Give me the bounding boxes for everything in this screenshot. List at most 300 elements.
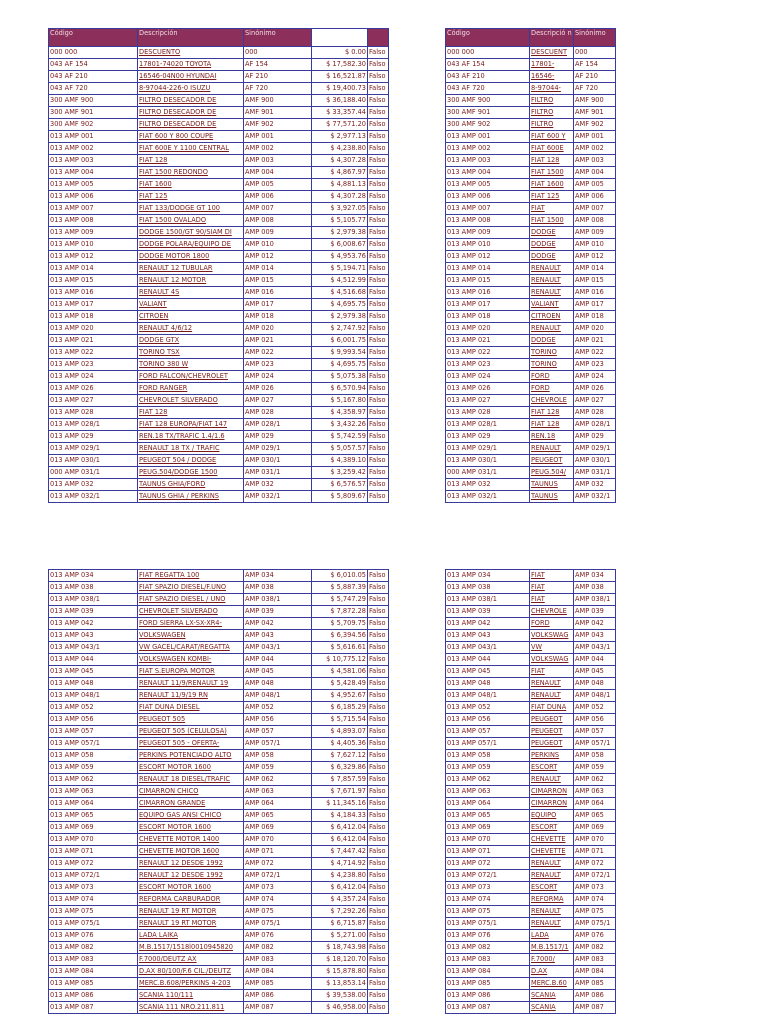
sinonimo-cell[interactable]: AMP 045	[244, 666, 312, 678]
precio-cell[interactable]: $ 6,412.04	[312, 882, 368, 894]
codigo-cell[interactable]: 013 AMP 043	[446, 630, 530, 642]
precio-cell[interactable]: $ 4,695.75	[312, 359, 368, 371]
codigo-cell[interactable]: 013 AMP 072/1	[49, 870, 138, 882]
sinonimo-cell[interactable]: AMP 042	[244, 618, 312, 630]
descripcion-cell[interactable]: RENAULT	[530, 858, 574, 870]
sinonimo-cell[interactable]: AMP 073	[244, 882, 312, 894]
codigo-cell[interactable]: 013 AMP 007	[49, 203, 138, 215]
codigo-cell[interactable]: 013 AMP 003	[49, 155, 138, 167]
descripcion-cell[interactable]: PEUG.504/DODGE 1500	[138, 467, 244, 479]
flag-cell[interactable]: Falso	[368, 906, 389, 918]
descripcion-cell[interactable]: VOLKSWAG	[530, 654, 574, 666]
codigo-cell[interactable]: 013 AMP 018	[49, 311, 138, 323]
descripcion-cell[interactable]: PERKINS POTENCIADO ALTO	[138, 750, 244, 762]
codigo-cell[interactable]: 013 AMP 042	[446, 618, 530, 630]
descripcion-cell[interactable]: VALIANT	[530, 299, 574, 311]
sinonimo-cell[interactable]: AMP 087	[574, 1002, 616, 1014]
codigo-cell[interactable]: 013 AMP 030/1	[49, 455, 138, 467]
codigo-cell[interactable]: 013 AMP 082	[49, 942, 138, 954]
descripcion-cell[interactable]: PEUGEOT	[530, 726, 574, 738]
flag-cell[interactable]: Falso	[368, 594, 389, 606]
sinonimo-cell[interactable]: AMP 056	[574, 714, 616, 726]
flag-cell[interactable]: Falso	[368, 666, 389, 678]
codigo-cell[interactable]: 300 AMF 900	[49, 95, 138, 107]
precio-cell[interactable]: $ 3,927.05	[312, 203, 368, 215]
codigo-cell[interactable]: 013 AMP 059	[446, 762, 530, 774]
precio-cell[interactable]: $ 18,120.70	[312, 954, 368, 966]
codigo-cell[interactable]: 013 AMP 062	[49, 774, 138, 786]
sinonimo-cell[interactable]: AMP 044	[244, 654, 312, 666]
descripcion-cell[interactable]: D.AX	[530, 966, 574, 978]
precio-cell[interactable]: $ 5,809.67	[312, 491, 368, 503]
precio-cell[interactable]: $ 6,412.04	[312, 822, 368, 834]
codigo-cell[interactable]: 013 AMP 075	[49, 906, 138, 918]
codigo-cell[interactable]: 013 AMP 073	[49, 882, 138, 894]
sinonimo-cell[interactable]: AMP 048/1	[574, 690, 616, 702]
codigo-cell[interactable]: 013 AMP 030/1	[446, 455, 530, 467]
codigo-cell[interactable]: 013 AMP 004	[49, 167, 138, 179]
codigo-cell[interactable]: 013 AMP 010	[49, 239, 138, 251]
flag-cell[interactable]: Falso	[368, 654, 389, 666]
codigo-cell[interactable]: 013 AMP 029/1	[49, 443, 138, 455]
precio-cell[interactable]: $ 2,979.38	[312, 311, 368, 323]
sinonimo-cell[interactable]: AMP 018	[574, 311, 616, 323]
precio-cell[interactable]: $ 4,357.24	[312, 894, 368, 906]
descripcion-cell[interactable]: VOLKSWAGEN KOMBI-	[138, 654, 244, 666]
flag-cell[interactable]: Falso	[368, 179, 389, 191]
precio-cell[interactable]: $ 77,571.20	[312, 119, 368, 131]
precio-cell[interactable]: $ 33,357.44	[312, 107, 368, 119]
descripcion-cell[interactable]: FIAT 125	[138, 191, 244, 203]
codigo-cell[interactable]: 013 AMP 058	[49, 750, 138, 762]
sinonimo-cell[interactable]: AMP 043/1	[574, 642, 616, 654]
sinonimo-cell[interactable]: AMP 048	[574, 678, 616, 690]
precio-cell[interactable]: $ 5,057.57	[312, 443, 368, 455]
precio-cell[interactable]: $ 11,345.16	[312, 798, 368, 810]
codigo-cell[interactable]: 013 AMP 045	[446, 666, 530, 678]
flag-cell[interactable]: Falso	[368, 239, 389, 251]
codigo-cell[interactable]: 013 AMP 071	[446, 846, 530, 858]
descripcion-cell[interactable]: FORD	[530, 371, 574, 383]
sinonimo-cell[interactable]: AMP 015	[244, 275, 312, 287]
descripcion-cell[interactable]: FIAT REGATTA 100	[138, 570, 244, 582]
precio-cell[interactable]: $ 5,616.61	[312, 642, 368, 654]
codigo-cell[interactable]: 013 AMP 038/1	[446, 594, 530, 606]
codigo-cell[interactable]: 013 AMP 052	[49, 702, 138, 714]
descripcion-cell[interactable]: TAUNUS	[530, 491, 574, 503]
precio-cell[interactable]: $ 4,184.33	[312, 810, 368, 822]
codigo-cell[interactable]: 013 AMP 015	[446, 275, 530, 287]
descripcion-cell[interactable]: FIAT	[530, 570, 574, 582]
sinonimo-cell[interactable]: AMP 058	[244, 750, 312, 762]
codigo-cell[interactable]: 013 AMP 070	[49, 834, 138, 846]
codigo-cell[interactable]: 013 AMP 014	[49, 263, 138, 275]
descripcion-cell[interactable]: PEUGEOT	[530, 455, 574, 467]
sinonimo-cell[interactable]: AMP 034	[574, 570, 616, 582]
sinonimo-cell[interactable]: AMP 014	[574, 263, 616, 275]
descripcion-cell[interactable]: PEUGEOT 504 / DODGE	[138, 455, 244, 467]
codigo-cell[interactable]: 013 AMP 020	[446, 323, 530, 335]
codigo-cell[interactable]: 013 AMP 002	[49, 143, 138, 155]
codigo-cell[interactable]: 000 AMP 031/1	[446, 467, 530, 479]
descripcion-cell[interactable]: FILTRO	[530, 119, 574, 131]
precio-cell[interactable]: $ 15,878.80	[312, 966, 368, 978]
descripcion-cell[interactable]: TORINO TSX	[138, 347, 244, 359]
sinonimo-cell[interactable]: AMP 082	[244, 942, 312, 954]
flag-cell[interactable]: Falso	[368, 894, 389, 906]
precio-cell[interactable]: $ 4,238.80	[312, 143, 368, 155]
sinonimo-cell[interactable]: AMP 085	[574, 978, 616, 990]
precio-cell[interactable]: $ 5,709.75	[312, 618, 368, 630]
flag-cell[interactable]: Falso	[368, 822, 389, 834]
descripcion-cell[interactable]: RENAULT 4/6/12	[138, 323, 244, 335]
flag-cell[interactable]: Falso	[368, 606, 389, 618]
descripcion-cell[interactable]: REN.18 TX/TRAFIC 1.4/1.6	[138, 431, 244, 443]
precio-cell[interactable]: $ 4,307.28	[312, 191, 368, 203]
descripcion-cell[interactable]: M.B.1517/1518l0010945820	[138, 942, 244, 954]
flag-cell[interactable]: Falso	[368, 774, 389, 786]
sinonimo-cell[interactable]: AMP 021	[244, 335, 312, 347]
codigo-cell[interactable]: 013 AMP 021	[49, 335, 138, 347]
sinonimo-cell[interactable]: AMP 058	[574, 750, 616, 762]
sinonimo-cell[interactable]: AMP 028	[244, 407, 312, 419]
descripcion-cell[interactable]: SCANIA	[530, 1002, 574, 1014]
codigo-cell[interactable]: 013 AMP 015	[49, 275, 138, 287]
codigo-cell[interactable]: 013 AMP 023	[49, 359, 138, 371]
sinonimo-cell[interactable]: AMP 030/1	[574, 455, 616, 467]
precio-cell[interactable]: $ 5,715.54	[312, 714, 368, 726]
descripcion-cell[interactable]: ESCORT MOTOR 1600	[138, 822, 244, 834]
sinonimo-cell[interactable]: AF 210	[574, 71, 616, 83]
codigo-cell[interactable]: 013 AMP 028/1	[49, 419, 138, 431]
sinonimo-cell[interactable]: AMP 006	[244, 191, 312, 203]
descripcion-cell[interactable]: DODGE	[530, 227, 574, 239]
descripcion-cell[interactable]: FIAT SPAZIO DIESEL / UNO	[138, 594, 244, 606]
codigo-cell[interactable]: 013 AMP 022	[49, 347, 138, 359]
precio-cell[interactable]: $ 5,075.38	[312, 371, 368, 383]
descripcion-cell[interactable]: FILTRO DESECADOR DE	[138, 119, 244, 131]
descripcion-cell[interactable]: FIAT 600E Y 1100 CENTRAL	[138, 143, 244, 155]
sinonimo-cell[interactable]: AMP 072/1	[574, 870, 616, 882]
flag-cell[interactable]: Falso	[368, 119, 389, 131]
codigo-cell[interactable]: 013 AMP 028	[49, 407, 138, 419]
sinonimo-cell[interactable]: AMP 071	[574, 846, 616, 858]
codigo-cell[interactable]: 013 AMP 064	[446, 798, 530, 810]
codigo-cell[interactable]: 013 AMP 039	[49, 606, 138, 618]
descripcion-cell[interactable]: TORINO	[530, 347, 574, 359]
precio-cell[interactable]: $ 6,570.94	[312, 383, 368, 395]
descripcion-cell[interactable]: RENAULT	[530, 774, 574, 786]
descripcion-cell[interactable]: DODGE	[530, 335, 574, 347]
descripcion-cell[interactable]: 8-97044-	[530, 83, 574, 95]
sinonimo-cell[interactable]: AMP 030/1	[244, 455, 312, 467]
sinonimo-cell[interactable]: AMP 022	[574, 347, 616, 359]
flag-cell[interactable]: Falso	[368, 918, 389, 930]
codigo-cell[interactable]: 013 AMP 016	[49, 287, 138, 299]
sinonimo-cell[interactable]: AMP 029	[244, 431, 312, 443]
flag-cell[interactable]: Falso	[368, 47, 389, 59]
descripcion-cell[interactable]: CITROEN	[530, 311, 574, 323]
descripcion-cell[interactable]: FIAT 1500	[530, 167, 574, 179]
codigo-cell[interactable]: 013 AMP 043/1	[446, 642, 530, 654]
descripcion-cell[interactable]: FIAT	[530, 582, 574, 594]
codigo-cell[interactable]: 013 AMP 002	[446, 143, 530, 155]
codigo-cell[interactable]: 013 AMP 072	[446, 858, 530, 870]
descripcion-cell[interactable]: FIAT 600E	[530, 143, 574, 155]
precio-cell[interactable]: $ 4,952.67	[312, 690, 368, 702]
codigo-cell[interactable]: 013 AMP 076	[446, 930, 530, 942]
sinonimo-cell[interactable]: AMP 031/1	[574, 467, 616, 479]
sinonimo-cell[interactable]: AMP 032	[574, 479, 616, 491]
precio-cell[interactable]: $ 4,893.07	[312, 726, 368, 738]
descripcion-cell[interactable]: VOLKSWAGEN	[138, 630, 244, 642]
precio-cell[interactable]: $ 6,008.67	[312, 239, 368, 251]
sinonimo-cell[interactable]: AMP 057/1	[574, 738, 616, 750]
sinonimo-cell[interactable]: AF 154	[574, 59, 616, 71]
descripcion-cell[interactable]: VW	[530, 642, 574, 654]
header-descripcion[interactable]: Descripción	[138, 29, 244, 47]
precio-cell[interactable]: $ 39,538.00	[312, 990, 368, 1002]
sinonimo-cell[interactable]: AF 720	[574, 83, 616, 95]
flag-cell[interactable]: Falso	[368, 263, 389, 275]
flag-cell[interactable]: Falso	[368, 834, 389, 846]
descripcion-cell[interactable]: SCANIA 110/111	[138, 990, 244, 1002]
codigo-cell[interactable]: 013 AMP 023	[446, 359, 530, 371]
flag-cell[interactable]: Falso	[368, 810, 389, 822]
codigo-cell[interactable]: 013 AMP 084	[49, 966, 138, 978]
descripcion-cell[interactable]: 17801-74020 TOYOTA	[138, 59, 244, 71]
codigo-cell[interactable]: 013 AMP 009	[446, 227, 530, 239]
precio-cell[interactable]: $ 4,405.36	[312, 738, 368, 750]
descripcion-cell[interactable]: FIAT 128	[530, 407, 574, 419]
codigo-cell[interactable]: 013 AMP 026	[49, 383, 138, 395]
precio-cell[interactable]: $ 5,428.49	[312, 678, 368, 690]
codigo-cell[interactable]: 013 AMP 083	[49, 954, 138, 966]
sinonimo-cell[interactable]: AMP 087	[244, 1002, 312, 1014]
sinonimo-cell[interactable]: AMP 072/1	[244, 870, 312, 882]
sinonimo-cell[interactable]: AMP 023	[574, 359, 616, 371]
descripcion-cell[interactable]: 16546-	[530, 71, 574, 83]
codigo-cell[interactable]: 013 AMP 005	[49, 179, 138, 191]
header-codigo[interactable]: Código	[446, 29, 530, 47]
precio-cell[interactable]: $ 17,582.30	[312, 59, 368, 71]
descripcion-cell[interactable]: FIAT 128	[530, 155, 574, 167]
codigo-cell[interactable]: 013 AMP 004	[446, 167, 530, 179]
descripcion-cell[interactable]: EQUIPO	[530, 810, 574, 822]
header-sinonimo[interactable]: Sinónimo	[244, 29, 312, 47]
sinonimo-cell[interactable]: AMP 006	[574, 191, 616, 203]
descripcion-cell[interactable]: RENAULT 11/9/19 RN	[138, 690, 244, 702]
descripcion-cell[interactable]: FIAT	[530, 594, 574, 606]
sinonimo-cell[interactable]: 000	[574, 47, 616, 59]
precio-cell[interactable]: $ 5,105.77	[312, 215, 368, 227]
precio-cell[interactable]: $ 6,412.04	[312, 834, 368, 846]
descripcion-cell[interactable]: FIAT 1500 OVALADO	[138, 215, 244, 227]
codigo-cell[interactable]: 043 AF 720	[446, 83, 530, 95]
descripcion-cell[interactable]: FIAT 1500	[530, 215, 574, 227]
flag-cell[interactable]: Falso	[368, 71, 389, 83]
descripcion-cell[interactable]: M.B.1517/1	[530, 942, 574, 954]
sinonimo-cell[interactable]: AMP 075	[244, 906, 312, 918]
sinonimo-cell[interactable]: AMP 074	[244, 894, 312, 906]
codigo-cell[interactable]: 013 AMP 012	[49, 251, 138, 263]
codigo-cell[interactable]: 013 AMP 008	[49, 215, 138, 227]
header-codigo[interactable]: Código	[49, 29, 138, 47]
codigo-cell[interactable]: 013 AMP 070	[446, 834, 530, 846]
codigo-cell[interactable]: 013 AMP 048	[49, 678, 138, 690]
descripcion-cell[interactable]: FILTRO DESECADOR DE	[138, 95, 244, 107]
codigo-cell[interactable]: 013 AMP 034	[446, 570, 530, 582]
flag-cell[interactable]: Falso	[368, 702, 389, 714]
flag-cell[interactable]: Falso	[368, 479, 389, 491]
sinonimo-cell[interactable]: AMP 042	[574, 618, 616, 630]
sinonimo-cell[interactable]: AMP 021	[574, 335, 616, 347]
sinonimo-cell[interactable]: AMP 076	[574, 930, 616, 942]
descripcion-cell[interactable]: MERC.B.608/PERKINS 4-203	[138, 978, 244, 990]
sinonimo-cell[interactable]: AMP 015	[574, 275, 616, 287]
descripcion-cell[interactable]: FIAT 600 Y 800 COUPE	[138, 131, 244, 143]
sinonimo-cell[interactable]: AMP 022	[244, 347, 312, 359]
descripcion-cell[interactable]: DODGE 1500/GT 90/SIAM DI	[138, 227, 244, 239]
descripcion-cell[interactable]: TORINO	[530, 359, 574, 371]
flag-cell[interactable]: Falso	[368, 143, 389, 155]
descripcion-cell[interactable]: RENAULT 19 RT MOTOR	[138, 918, 244, 930]
sinonimo-cell[interactable]: AMP 083	[244, 954, 312, 966]
flag-cell[interactable]: Falso	[368, 287, 389, 299]
sinonimo-cell[interactable]: AMP 016	[244, 287, 312, 299]
sinonimo-cell[interactable]: AMP 062	[574, 774, 616, 786]
descripcion-cell[interactable]: REFORMA CARBURADOR	[138, 894, 244, 906]
sinonimo-cell[interactable]: AMP 028/1	[574, 419, 616, 431]
codigo-cell[interactable]: 013 AMP 048/1	[446, 690, 530, 702]
sinonimo-cell[interactable]: AMP 029/1	[244, 443, 312, 455]
codigo-cell[interactable]: 000 AMP 031/1	[49, 467, 138, 479]
codigo-cell[interactable]: 300 AMF 901	[49, 107, 138, 119]
sinonimo-cell[interactable]: AMP 008	[244, 215, 312, 227]
sinonimo-cell[interactable]: AMF 902	[574, 119, 616, 131]
sinonimo-cell[interactable]: AMP 010	[574, 239, 616, 251]
sinonimo-cell[interactable]: AMP 062	[244, 774, 312, 786]
flag-cell[interactable]: Falso	[368, 786, 389, 798]
sinonimo-cell[interactable]: AMP 069	[574, 822, 616, 834]
sinonimo-cell[interactable]: AMP 008	[574, 215, 616, 227]
descripcion-cell[interactable]: TORINO 380 W	[138, 359, 244, 371]
codigo-cell[interactable]: 013 AMP 017	[446, 299, 530, 311]
codigo-cell[interactable]: 013 AMP 043/1	[49, 642, 138, 654]
descripcion-cell[interactable]: DODGE POLARA/EQUIPO DE	[138, 239, 244, 251]
codigo-cell[interactable]: 013 AMP 052	[446, 702, 530, 714]
sinonimo-cell[interactable]: AMP 075	[574, 906, 616, 918]
descripcion-cell[interactable]: RENAULT	[530, 906, 574, 918]
flag-cell[interactable]: Falso	[368, 419, 389, 431]
codigo-cell[interactable]: 013 AMP 032/1	[446, 491, 530, 503]
descripcion-cell[interactable]: RENAULT	[530, 287, 574, 299]
flag-cell[interactable]: Falso	[368, 942, 389, 954]
sinonimo-cell[interactable]: AMP 032	[244, 479, 312, 491]
header-flag[interactable]	[368, 29, 389, 47]
descripcion-cell[interactable]: DODGE MOTOR 1800	[138, 251, 244, 263]
descripcion-cell[interactable]: FIAT SPAZIO DIESEL/F.UNO	[138, 582, 244, 594]
sinonimo-cell[interactable]: AF 154	[244, 59, 312, 71]
sinonimo-cell[interactable]: AMP 059	[244, 762, 312, 774]
sinonimo-cell[interactable]: AMF 900	[244, 95, 312, 107]
precio-cell[interactable]: $ 19,400.73	[312, 83, 368, 95]
flag-cell[interactable]: Falso	[368, 359, 389, 371]
precio-cell[interactable]: $ 5,887.39	[312, 582, 368, 594]
sinonimo-cell[interactable]: AMP 005	[244, 179, 312, 191]
descripcion-cell[interactable]: CHEVROLET SILVERADO	[138, 395, 244, 407]
flag-cell[interactable]: Falso	[368, 966, 389, 978]
codigo-cell[interactable]: 013 AMP 024	[446, 371, 530, 383]
sinonimo-cell[interactable]: AMP 059	[574, 762, 616, 774]
flag-cell[interactable]: Falso	[368, 798, 389, 810]
descripcion-cell[interactable]: LADA	[530, 930, 574, 942]
precio-cell[interactable]: $ 4,867.97	[312, 167, 368, 179]
sinonimo-cell[interactable]: AMP 085	[244, 978, 312, 990]
sinonimo-cell[interactable]: AMP 065	[244, 810, 312, 822]
flag-cell[interactable]: Falso	[368, 642, 389, 654]
codigo-cell[interactable]: 013 AMP 014	[446, 263, 530, 275]
codigo-cell[interactable]: 013 AMP 075/1	[446, 918, 530, 930]
descripcion-cell[interactable]: CHEVETTE MOTOR 1400	[138, 834, 244, 846]
sinonimo-cell[interactable]: AMP 038/1	[574, 594, 616, 606]
codigo-cell[interactable]: 043 AF 210	[446, 71, 530, 83]
codigo-cell[interactable]: 013 AMP 057/1	[49, 738, 138, 750]
flag-cell[interactable]: Falso	[368, 870, 389, 882]
descripcion-cell[interactable]: TAUNUS GHIA/FORD	[138, 479, 244, 491]
sinonimo-cell[interactable]: AMF 901	[574, 107, 616, 119]
sinonimo-cell[interactable]: AMP 069	[244, 822, 312, 834]
codigo-cell[interactable]: 013 AMP 012	[446, 251, 530, 263]
precio-cell[interactable]: $ 7,292.26	[312, 906, 368, 918]
sinonimo-cell[interactable]: AMP 007	[244, 203, 312, 215]
sinonimo-cell[interactable]: AMP 056	[244, 714, 312, 726]
codigo-cell[interactable]: 013 AMP 038	[446, 582, 530, 594]
precio-cell[interactable]: $ 7,872.28	[312, 606, 368, 618]
descripcion-cell[interactable]: CHEVROLET SILVERADO	[138, 606, 244, 618]
descripcion-cell[interactable]: FIAT 128 EUROPA/FIAT 147	[138, 419, 244, 431]
flag-cell[interactable]: Falso	[368, 467, 389, 479]
codigo-cell[interactable]: 013 AMP 063	[49, 786, 138, 798]
descripcion-cell[interactable]: FIAT DUNA DIESEL	[138, 702, 244, 714]
flag-cell[interactable]: Falso	[368, 347, 389, 359]
flag-cell[interactable]: Falso	[368, 443, 389, 455]
descripcion-cell[interactable]: RENAULT 19 RT MOTOR	[138, 906, 244, 918]
precio-cell[interactable]: $ 4,881.13	[312, 179, 368, 191]
codigo-cell[interactable]: 013 AMP 032	[446, 479, 530, 491]
descripcion-cell[interactable]: FIAT 128	[530, 419, 574, 431]
codigo-cell[interactable]: 013 AMP 045	[49, 666, 138, 678]
descripcion-cell[interactable]: TAUNUS GHIA / PERKINS	[138, 491, 244, 503]
sinonimo-cell[interactable]: AMP 031/1	[244, 467, 312, 479]
header-precio[interactable]	[312, 29, 368, 47]
flag-cell[interactable]: Falso	[368, 323, 389, 335]
sinonimo-cell[interactable]: AMP 052	[574, 702, 616, 714]
descripcion-cell[interactable]: FIAT 128	[138, 407, 244, 419]
flag-cell[interactable]: Falso	[368, 299, 389, 311]
codigo-cell[interactable]: 013 AMP 085	[446, 978, 530, 990]
codigo-cell[interactable]: 013 AMP 074	[49, 894, 138, 906]
descripcion-cell[interactable]: RENAULT	[530, 263, 574, 275]
codigo-cell[interactable]: 013 AMP 076	[49, 930, 138, 942]
sinonimo-cell[interactable]: AMP 076	[244, 930, 312, 942]
precio-cell[interactable]: $ 9,993.54	[312, 347, 368, 359]
precio-cell[interactable]: $ 5,194.71	[312, 263, 368, 275]
sinonimo-cell[interactable]: AMP 075/1	[574, 918, 616, 930]
sinonimo-cell[interactable]: AMP 084	[574, 966, 616, 978]
codigo-cell[interactable]: 013 AMP 082	[446, 942, 530, 954]
codigo-cell[interactable]: 013 AMP 008	[446, 215, 530, 227]
